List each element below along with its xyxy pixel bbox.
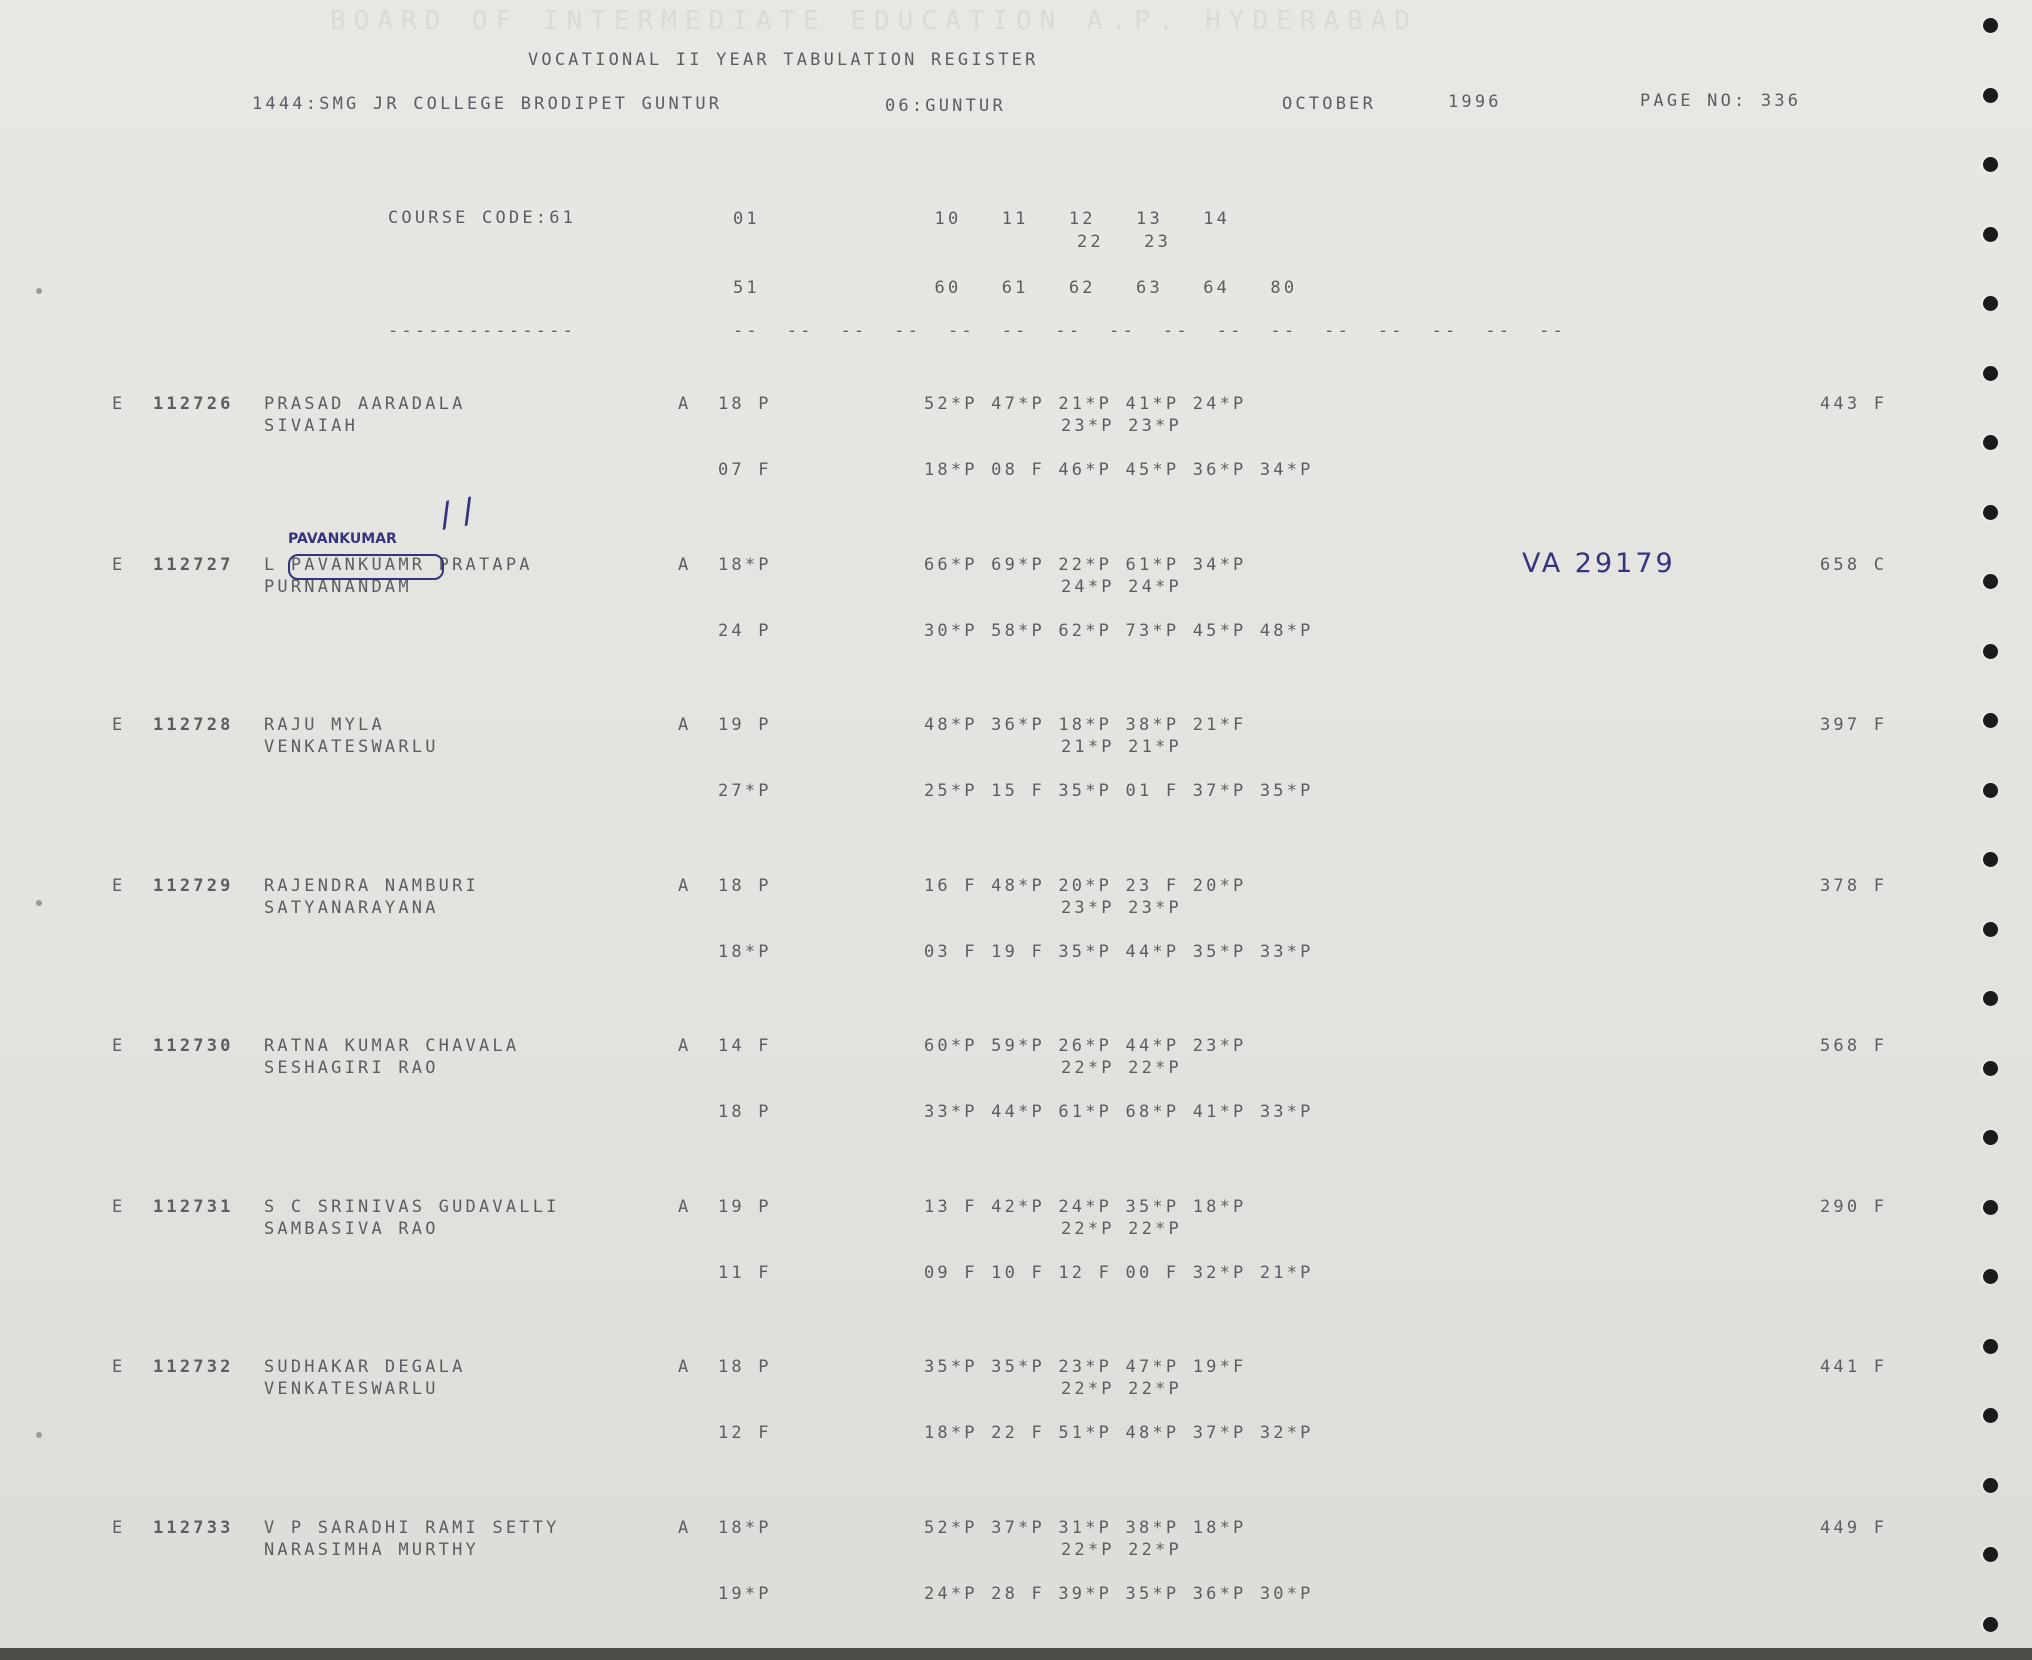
feed-hole	[1983, 1130, 1998, 1145]
feed-hole	[1983, 783, 1998, 798]
feed-hole	[1983, 1478, 1998, 1493]
part2-mark: 07 F	[718, 460, 772, 480]
category: A	[678, 1196, 692, 1217]
roll-number: 112733	[153, 1517, 234, 1538]
part1-subject-marks: 66*P 69*P 22*P 61*P 34*P	[924, 554, 1247, 575]
course-code: COURSE CODE:61	[388, 208, 577, 228]
part1-subject-marks: 60*P 59*P 26*P 44*P 23*P	[924, 1036, 1247, 1056]
feed-hole	[1983, 1617, 1998, 1632]
part2-subject-marks: 18*P 22 F 51*P 48*P 37*P 32*P	[924, 1423, 1314, 1443]
part2-subject-marks: 09 F 10 F 12 F 00 F 32*P 21*P	[924, 1262, 1314, 1283]
part2-subject-marks: 24*P 28 F 39*P 35*P 36*P 30*P	[924, 1583, 1314, 1604]
part1-subject-marks-b: 22*P 22*P	[1061, 1058, 1182, 1078]
record-flag: E	[112, 875, 126, 896]
part1-subject-marks: 48*P 36*P 18*P 38*P 21*F	[924, 715, 1247, 735]
district: 06:GUNTUR	[885, 96, 1006, 116]
handwritten-ref-number: VA 29179	[1522, 548, 1676, 579]
total-and-result: 441 F	[1820, 1357, 1888, 1377]
feed-hole	[1983, 296, 1998, 311]
part1-mark: 18 P	[718, 1357, 772, 1377]
part2-subject-marks: 33*P 44*P 61*P 68*P 41*P 33*P	[924, 1102, 1314, 1122]
roll-number: 112728	[153, 715, 234, 735]
exam-year: 1996	[1448, 92, 1502, 112]
separator-left: --------------	[388, 321, 577, 341]
part2-subject-marks: 03 F 19 F 35*P 44*P 35*P 33*P	[924, 941, 1314, 962]
feed-hole	[1983, 435, 1998, 450]
total-and-result: 568 F	[1820, 1036, 1888, 1056]
feed-hole	[1983, 1339, 1998, 1354]
category: A	[678, 875, 692, 896]
feed-hole	[1983, 1061, 1998, 1076]
parent-name: VENKATESWARLU	[264, 737, 439, 757]
part1-subject-marks: 16 F 48*P 20*P 23 F 20*P	[924, 875, 1247, 896]
part2-mark: 24 P	[718, 620, 772, 641]
handwritten-tick: / /	[436, 490, 477, 536]
feed-hole	[1983, 18, 1998, 33]
part2-mark: 27*P	[718, 781, 772, 801]
roll-number: 112730	[153, 1036, 234, 1056]
record-flag: E	[112, 1517, 126, 1538]
record-flag: E	[112, 1357, 126, 1377]
student-name: S C SRINIVAS GUDAVALLI	[264, 1196, 560, 1217]
roll-number: 112726	[153, 394, 234, 414]
parent-name: SATYANARAYANA	[264, 897, 439, 918]
handwritten-correction: PAVANKUMAR	[288, 531, 397, 547]
part1-subject-marks: 52*P 47*P 21*P 41*P 24*P	[924, 394, 1247, 414]
feed-hole	[1983, 505, 1998, 520]
parent-name: PURNANANDAM	[264, 576, 412, 597]
part1-mark: 18*P	[718, 1517, 772, 1538]
feed-hole	[1983, 991, 1998, 1006]
exam-month: OCTOBER	[1282, 94, 1377, 114]
feed-hole	[1983, 157, 1998, 172]
student-name: PRASAD AARADALA	[264, 394, 466, 414]
total-and-result: 378 F	[1820, 875, 1888, 896]
register-title: VOCATIONAL II YEAR TABULATION REGISTER	[528, 50, 1039, 70]
feed-hole	[1983, 852, 1998, 867]
feed-hole	[1983, 88, 1998, 103]
part2-mark: 18*P	[718, 941, 772, 962]
separator-right: -- -- -- -- -- -- -- -- -- -- -- -- -- -- -- --	[733, 321, 1566, 341]
correction-circle	[288, 554, 444, 580]
category: A	[678, 715, 692, 735]
student-name: SUDHAKAR DEGALA	[264, 1357, 466, 1377]
part1-subject-marks-b: 24*P 24*P	[1061, 576, 1182, 597]
record-flag: E	[112, 1036, 126, 1056]
part1-mark: 18 P	[718, 394, 772, 414]
subject-codes-row1b: 22 23	[1077, 232, 1172, 252]
part2-subject-marks: 18*P 08 F 46*P 45*P 36*P 34*P	[924, 460, 1314, 480]
total-and-result: 658 C	[1820, 554, 1888, 575]
part2-subject-marks: 25*P 15 F 35*P 01 F 37*P 35*P	[924, 781, 1314, 801]
parent-name: VENKATESWARLU	[264, 1379, 439, 1399]
part1-mark: 19 P	[718, 715, 772, 735]
record-flag: E	[112, 394, 126, 414]
part1-subject-marks: 35*P 35*P 23*P 47*P 19*F	[924, 1357, 1247, 1377]
part1-subject-marks: 13 F 42*P 24*P 35*P 18*P	[924, 1196, 1247, 1217]
record-flag: E	[112, 715, 126, 735]
student-name: RAJENDRA NAMBURI	[264, 875, 479, 896]
faded-board-header: BOARD OF INTERMEDIATE EDUCATION A.P. HYDERABAD	[330, 6, 1419, 36]
part1-subject-marks-b: 22*P 22*P	[1061, 1539, 1182, 1560]
roll-number: 112729	[153, 875, 234, 896]
feed-hole	[1983, 1547, 1998, 1562]
parent-name: NARASIMHA MURTHY	[264, 1539, 479, 1560]
feed-hole	[1983, 366, 1998, 381]
student-name: L PAVANKUAMR PRATAPA	[264, 554, 533, 575]
paper-speck	[36, 288, 42, 294]
roll-number: 112727	[153, 554, 234, 575]
subject-codes-row2: 51 60 61 62 63 64 80	[733, 278, 1298, 298]
part1-subject-marks-b: 22*P 22*P	[1061, 1379, 1182, 1399]
record-flag: E	[112, 554, 126, 575]
part2-mark: 19*P	[718, 1583, 772, 1604]
feed-hole	[1983, 713, 1998, 728]
total-and-result: 443 F	[1820, 394, 1888, 414]
feed-hole	[1983, 574, 1998, 589]
scanner-edge	[0, 1648, 2032, 1660]
part1-subject-marks: 52*P 37*P 31*P 38*P 18*P	[924, 1517, 1247, 1538]
part1-subject-marks-b: 23*P 23*P	[1061, 416, 1182, 436]
part1-mark: 14 F	[718, 1036, 772, 1056]
part2-mark: 18 P	[718, 1102, 772, 1122]
part2-mark: 12 F	[718, 1423, 772, 1443]
feed-hole	[1983, 1200, 1998, 1215]
part1-subject-marks-b: 23*P 23*P	[1061, 897, 1182, 918]
student-name: V P SARADHI RAMI SETTY	[264, 1517, 560, 1538]
subject-codes-row1: 01 10 11 12 13 14	[733, 209, 1231, 229]
parent-name: SIVAIAH	[264, 416, 359, 436]
tractor-feed-holes	[1983, 0, 2009, 1648]
feed-hole	[1983, 1269, 1998, 1284]
parent-name: SESHAGIRI RAO	[264, 1058, 439, 1078]
part1-subject-marks-b: 22*P 22*P	[1061, 1218, 1182, 1239]
part1-mark: 19 P	[718, 1196, 772, 1217]
category: A	[678, 394, 692, 414]
roll-number: 112731	[153, 1196, 234, 1217]
total-and-result: 397 F	[1820, 715, 1888, 735]
feed-hole	[1983, 644, 1998, 659]
category: A	[678, 1036, 692, 1056]
category: A	[678, 1517, 692, 1538]
category: A	[678, 1357, 692, 1377]
page-number: PAGE NO: 336	[1640, 91, 1802, 111]
feed-hole	[1983, 1408, 1998, 1423]
parent-name: SAMBASIVA RAO	[264, 1218, 439, 1239]
feed-hole	[1983, 922, 1998, 937]
part1-mark: 18 P	[718, 875, 772, 896]
student-name: RATNA KUMAR CHAVALA	[264, 1036, 520, 1056]
category: A	[678, 554, 692, 575]
part2-mark: 11 F	[718, 1262, 772, 1283]
roll-number: 112732	[153, 1357, 234, 1377]
paper-speck	[36, 900, 42, 906]
total-and-result: 449 F	[1820, 1517, 1888, 1538]
total-and-result: 290 F	[1820, 1196, 1888, 1217]
paper-speck	[36, 1432, 42, 1438]
student-name: RAJU MYLA	[264, 715, 385, 735]
record-flag: E	[112, 1196, 126, 1217]
part1-subject-marks-b: 21*P 21*P	[1061, 737, 1182, 757]
part2-subject-marks: 30*P 58*P 62*P 73*P 45*P 48*P	[924, 620, 1314, 641]
part1-mark: 18*P	[718, 554, 772, 575]
feed-hole	[1983, 227, 1998, 242]
college-name: 1444:SMG JR COLLEGE BRODIPET GUNTUR	[252, 94, 723, 114]
